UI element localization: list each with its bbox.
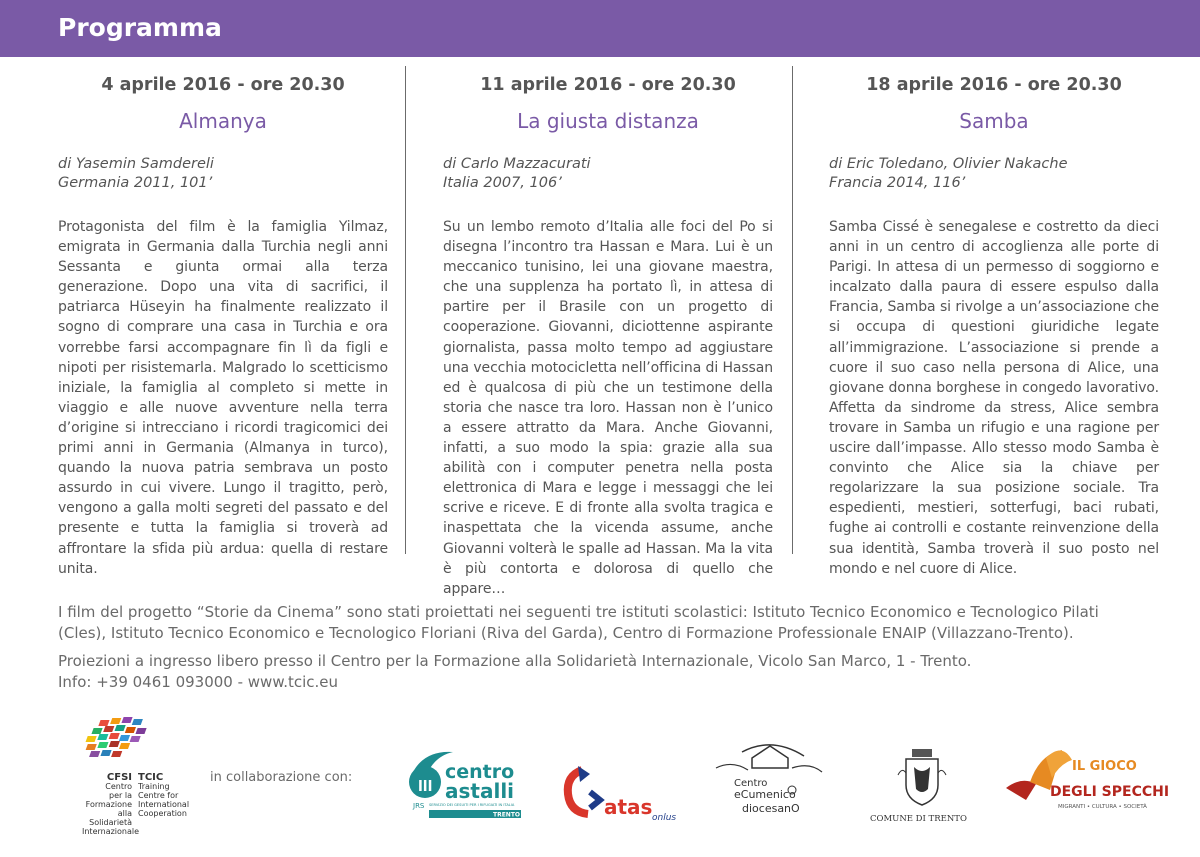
atas-name: atas (604, 795, 653, 819)
cfsi-line: per la Formazione (85, 791, 132, 809)
gioco-line2: DEGLI SPECCHI (1050, 784, 1170, 800)
astalli-line2: astalli (445, 779, 515, 803)
film-column-1 (58, 75, 388, 579)
film-country: Germania 2011, 101’ (58, 175, 213, 191)
centro-ecumenico-logo-icon (712, 738, 827, 823)
tcic-line: Centre for (138, 791, 179, 800)
gioco-specchi-logo-icon (1002, 740, 1170, 825)
gioco-sub: MIGRANTI • CULTURA • SOCIETÀ (1058, 804, 1147, 810)
film-plot: Samba Cissé è senegalese e costretto da dieci anni in un centro di accoglienza alle porte di Parigi. In attesa di un permesso di soggiorno e incalzato dalla paura di essere espulso dalla Francia, Samba si rivolge a un’associazione che si occupa di questioni giuridiche legate all’immigrazione. L’associazione si prende a cuore il suo caso nella persona di Alice, una giovane donna borghese in congedo lavorativo. Affetta da sindrome da stress, Alice sembra trovare in Samba un rifugio e una ragione per uscire dall’impasse. Allo stesso modo Samba è convinto che Alice sia la chiave per regolarizzare la sua posizione sociale. Tra espedienti, mestieri, sotterfugi, baci rubati, fughe ai controlli e costante reinvenzione della sua identità, Samba troverà il suo posto nel mondo e nel cuore di Alice. (829, 219, 1159, 577)
tcic-abbr: TCIC (138, 772, 164, 783)
film-plot: Su un lembo remoto d’Italia alle foci del Po si disegna l’incontro tra Hassan e Mara. Lui è un meccanico tunisino, lei una giovane maestra, che una supplenza ha portato lì, in attesa di partire per il Brasile con un progetto di cooperazione. Giovanni, diciottenne aspirante giornalista, passa molto tempo ad aggiustare una vecchia motocicletta nell’officina di Hassan ed è qualcosa di più che un testimone della storia che nasce tra loro. Hassan non è l’unico a essere attratto da Mara. Anche Giovanni, infatti, a suo modo la spia: grazie alla sua abilità con i computer penetra nella posta elettronica di Mara e legge i messaggi che lei scrive e riceve. E di fronte alla svolta tragica e inaspettata che la vicenda assume, anche Giovanni volterà le spalle ad Hassan. Ma la vita è più contorta e dolorosa di quello che appare… (443, 219, 774, 597)
column-divider (405, 66, 406, 554)
cfsi-logo-icon (80, 716, 156, 764)
header-bar (0, 0, 1200, 57)
cfsi-abbr: CFSI (106, 772, 132, 783)
astalli-jrs: JRS (413, 802, 425, 810)
film-title: Almanya (179, 109, 267, 133)
cfsi-line: Centro (105, 782, 132, 791)
comune-name: COMUNE DI TRENTO (870, 814, 967, 824)
venue-note: Proiezioni a ingresso libero presso il Centro per la Formazione alla Solidarietà Internazionale, Vicolo San Marco, 1 - Trento. (58, 652, 972, 670)
collaboration-label: in collaborazione con: (210, 770, 353, 785)
ecumenico-line3: diocesanO (742, 802, 800, 815)
comune-trento-logo-icon (868, 745, 978, 825)
astalli-city: TRENTO (493, 811, 521, 819)
screening-date: 18 aprile 2016 - ore 20.30 (866, 75, 1122, 95)
film-plot: Protagonista del film è la famiglia Yilmaz, emigrata in Germania dalla Turchia negli anni Sessanta e giunta ormai alla terza generazione. Dopo una vita di sacrifici, il patriarca Hüseyin ha finalmente realizzato il sogno di comprare una casa in Turchia e ora vorrebbe farsi accompagnare fin lì da figli e nipoti per risistemarla. Malgrado lo scetticismo iniziale, la famiglia al completo si mette in viaggio e alle nuove avventure nella terra d’origine si intrecciano i ricordi tragicomici dei primi anni in Germania (Almanya in turco), quando la nuova patria sembrava un posto assurdo in cui vivere. Lungo il tragitto, però, vengono a galla molti segreti del passato e del presente e tutta la famiglia si troverà ad affrontare la sfida più ardua: quella di restare unita. (58, 219, 388, 577)
astalli-sub: SERVIZIO DEI GESUITI PER I RIFUGIATI IN ITALIA (429, 803, 515, 807)
film-title: La giusta distanza (517, 109, 699, 133)
atas-sub: onlus (652, 813, 677, 823)
film-credits (58, 155, 388, 193)
contact-info: Info: +39 0461 093000 - www.tcic.eu (58, 673, 339, 691)
astalli-line1: centro (445, 761, 515, 783)
gioco-line1: IL GIOCO (1072, 759, 1137, 774)
film-column-3 (829, 75, 1159, 579)
film-director: di Eric Toledano, Olivier Nakache (829, 156, 1068, 172)
film-credits (443, 155, 773, 193)
screening-date: 11 aprile 2016 - ore 20.30 (480, 75, 736, 95)
film-country: Italia 2007, 106’ (443, 175, 562, 191)
centro-astalli-logo-icon (405, 742, 525, 822)
cfsi-logo-text (82, 773, 192, 836)
svg-text:ꞁꞁꞁ: ꞁꞁꞁ (418, 776, 433, 792)
film-title: Samba (959, 109, 1029, 133)
film-country: Francia 2014, 116’ (829, 175, 966, 191)
film-director: di Carlo Mazzacurati (443, 156, 591, 172)
ecumenico-line2: eCumenico (734, 788, 796, 801)
ecumenico-line1: Centro (734, 778, 768, 789)
tcic-line: Cooperation (138, 809, 187, 818)
schools-note: I film del progetto “Storie da Cinema” sono stati proiettati nei seguenti tre istituti scolastici: Istituto Tecnico Economico e Tecnologico Pilati (Cles), Istituto Tecnico Economico e Tecnologico Floriani (Riva del Garda), Centro di Formazione Professionale ENAIP (Villazzano-Trento). (58, 603, 1099, 642)
page-title: Programma (58, 13, 222, 42)
footer-info (58, 602, 1148, 693)
film-credits (829, 155, 1159, 193)
cfsi-line: alla Solidarietà (89, 809, 132, 827)
film-director: di Yasemin Samdereli (58, 156, 214, 172)
tcic-line: Training (138, 782, 170, 791)
film-column-2 (443, 75, 773, 599)
atas-logo-icon (560, 762, 680, 822)
column-divider (792, 66, 793, 554)
cfsi-line: Internazionale (82, 827, 140, 836)
screening-date: 4 aprile 2016 - ore 20.30 (101, 75, 345, 95)
tcic-line: International (138, 800, 190, 809)
